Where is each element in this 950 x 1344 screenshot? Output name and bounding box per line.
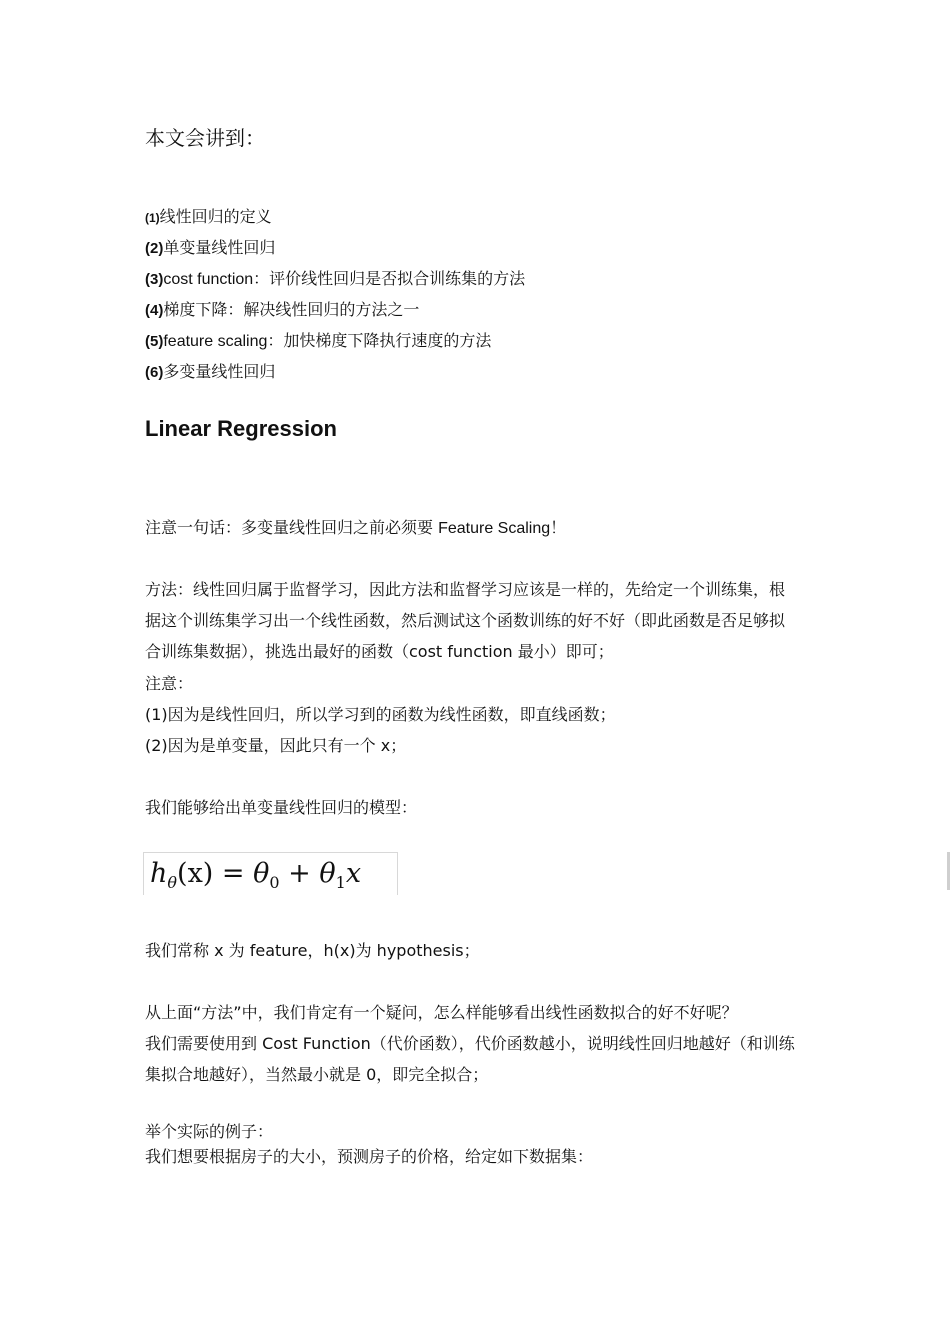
attention-item: (1)因为是线性回归，所以学习到的函数为线性函数，即直线函数； [145,705,616,724]
section-heading: Linear Regression [145,416,337,441]
toc-item-3 [145,268,525,291]
toc-item-1 [145,206,272,229]
model-intro: 我们能够给出单变量线性回归的模型： [145,798,418,817]
attention-item: (2)因为是单变量，因此只有一个 x； [145,736,407,755]
toc-item-2 [145,237,275,260]
toc-number: (4) [145,302,164,319]
question-line: 集拟合地越好），当然最小就是 0，即完全拟合； [145,1065,489,1084]
toc-item-6 [145,361,275,384]
toc-text: 单变量线性回归 [163,238,276,257]
example-line: 我们想要根据房子的大小，预测房子的价格，给定如下数据集： [145,1147,594,1166]
method-line: 方法：线性回归属于监督学习，因此方法和监督学习应该是一样的，先给定一个训练集，根 [145,580,786,599]
toc-number: (5) [145,333,164,350]
toc-number: (6) [145,364,164,381]
note-line [145,517,566,540]
toc-text: 多变量线性回归 [163,362,276,381]
toc-text: ：评价线性回归是否拟合训练集的方法 [253,269,526,288]
note-end: ！ [550,518,567,537]
hypothesis-formula: $h_\theta(x) = \theta_0 + \theta_1x$ [150,858,362,892]
toc-item-5 [145,330,491,353]
toc-item-4 [145,299,419,322]
formula-image [143,852,398,895]
toc-text: 梯度下降：解决线性回归的方法之一 [163,300,420,319]
method-line: 据这个训练集学习出一个线性函数，然后测试这个函数训练的好不好（即此函数是否足够拟 [145,611,786,630]
toc-text: 线性回归的定义 [159,207,272,226]
toc-number: (2) [145,240,164,257]
method-line: 合训练集数据），挑选出最好的函数（cost function 最小）即可； [145,642,614,661]
note-keyword: Feature Scaling [438,520,551,537]
note-text: 注意一句话：多变量线性回归之前必须要 [145,518,439,537]
toc-number: (1) [145,211,160,225]
example-line: 举个实际的例子： [145,1122,274,1141]
attention-title: 注意： [145,674,194,693]
intro-text: 本文会讲到： [145,126,265,150]
question-line: 从上面“方法”中，我们肯定有一个疑问，怎么样能够看出线性函数拟合的好不好呢？ [145,1003,738,1022]
toc-number: (3) [145,271,164,288]
question-line: 我们需要使用到 Cost Function（代价函数），代价函数越小，说明线性回归地越好（和训练 [145,1034,795,1053]
toc-text-latin: feature scaling [163,333,268,350]
feature-line: 我们常称 x 为 feature，h(x)为 hypothesis； [145,941,480,960]
toc-text-latin: cost function [163,271,254,288]
toc-text: ：加快梯度下降执行速度的方法 [267,331,492,350]
